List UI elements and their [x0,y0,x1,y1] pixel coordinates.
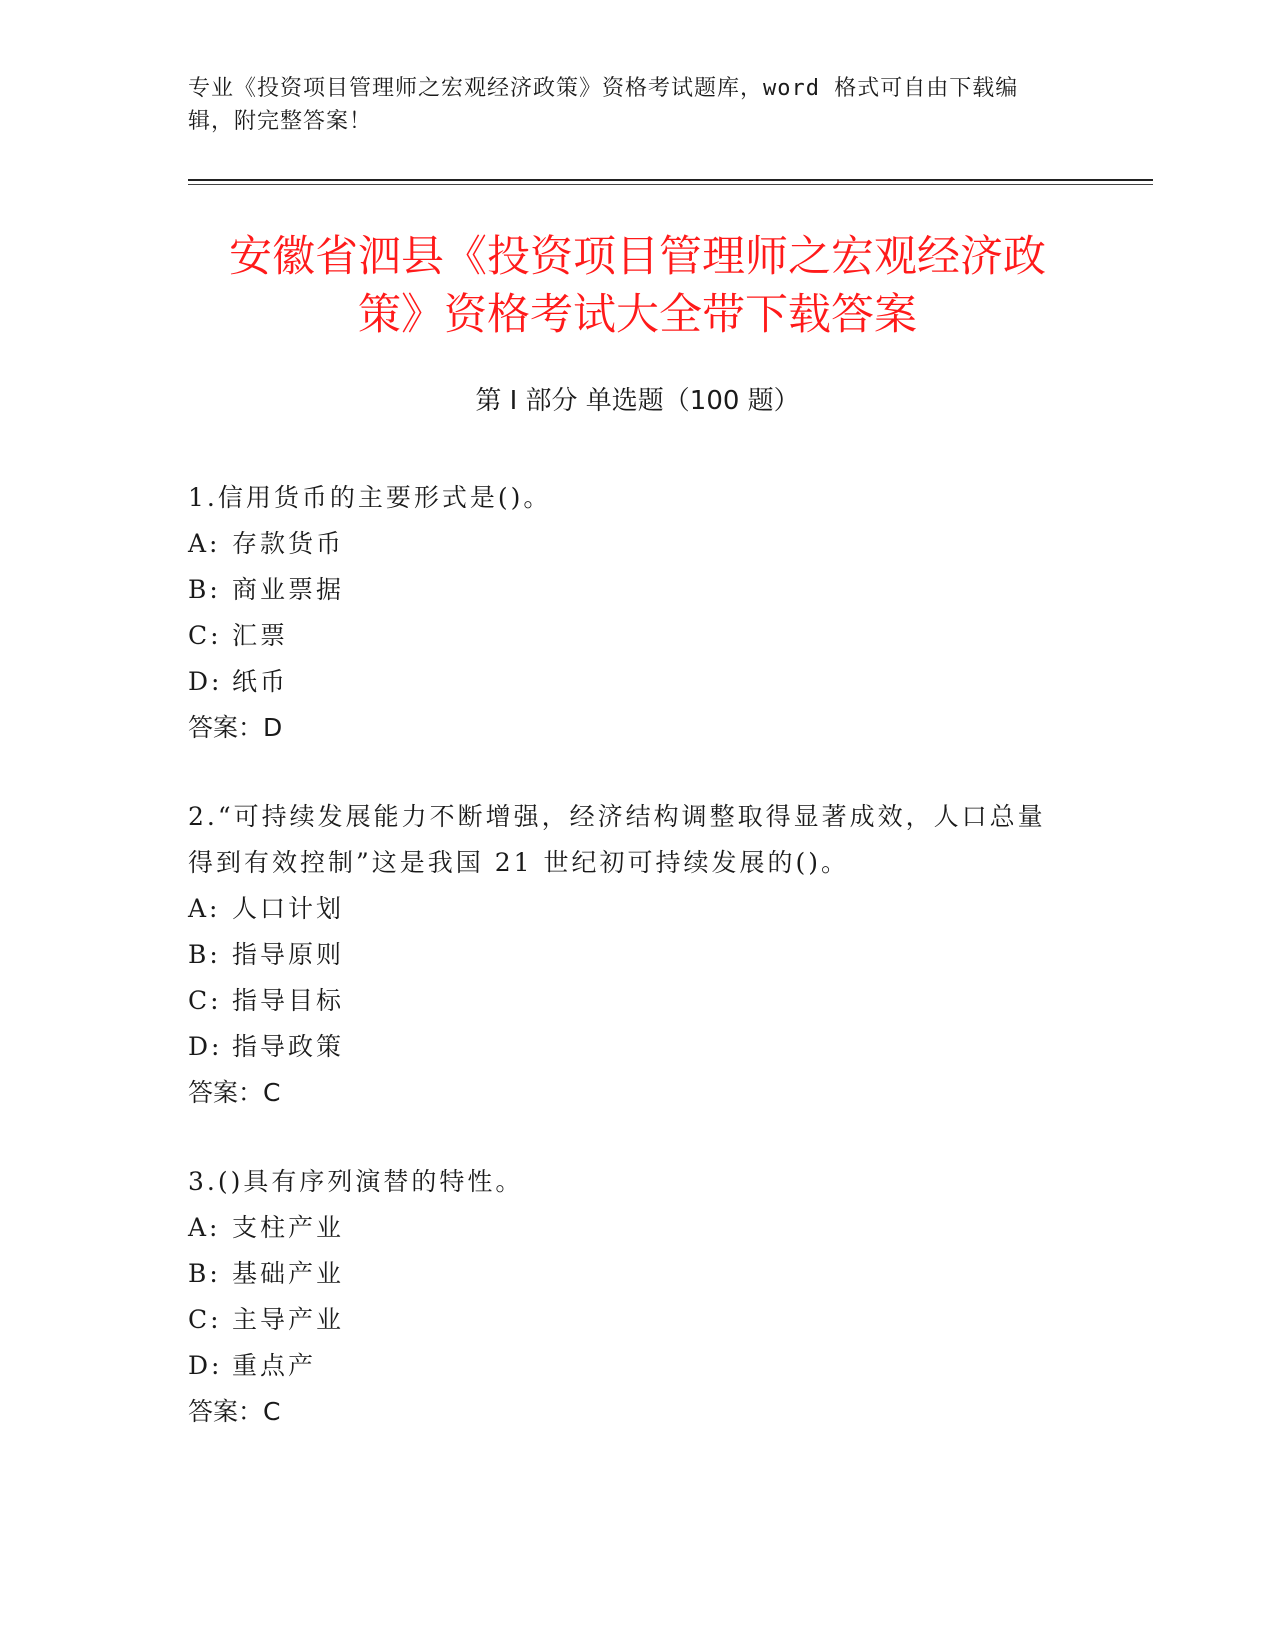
question-stem: 2.“可持续发展能力不断增强，经济结构调整取得显著成效，人口总量得到有效控制”这是我国 21 世纪初可持续发展的()。 [188,802,1046,877]
option-key: C: [188,1305,222,1334]
header-note-line-1: 专业《投资项目管理师之宏观经济政策》资格考试题库，word 格式可自由下载编 [188,76,1019,101]
option-key: D: [188,1351,223,1380]
option-text: 商业票据 [232,575,345,604]
option-b [188,932,1068,978]
option-c [188,613,1068,659]
option-b [188,1251,1068,1297]
option-text: 主导产业 [232,1305,345,1334]
option-text: 存款货币 [232,529,345,558]
option-key: B: [188,1259,221,1288]
option-a [188,521,1068,567]
option-key: D: [188,667,223,696]
option-key: A: [188,894,221,923]
option-key: B: [188,575,221,604]
question-stem: 3.()具有序列演替的特性。 [188,1167,524,1196]
option-text: 汇票 [232,621,289,650]
option-d [188,659,1068,705]
option-c [188,978,1068,1024]
option-a [188,1205,1068,1251]
answer-line: 答案：C [188,1397,281,1426]
option-d [188,1343,1068,1389]
option-key: C: [188,986,222,1015]
header-note [188,72,1068,138]
option-text: 指导原则 [232,940,345,969]
option-key: B: [188,940,221,969]
option-text: 支柱产业 [232,1213,345,1242]
question-3 [188,1159,1068,1435]
option-text: 人口计划 [232,894,345,923]
option-d [188,1024,1068,1070]
option-text: 基础产业 [232,1259,345,1288]
option-a [188,886,1068,932]
option-key: A: [188,529,221,558]
document-title-line-2: 策》资格考试大全带下载答案 [358,290,917,340]
option-key: A: [188,1213,221,1242]
header-divider-thick [188,179,1153,181]
header-divider-thin [188,184,1153,185]
option-b [188,567,1068,613]
option-c [188,1297,1068,1343]
option-text: 纸币 [232,667,289,696]
document-title-line-1: 安徽省泗县《投资项目管理师之宏观经济政 [229,232,1046,282]
header-note-line-2: 辑，附完整答案！ [188,109,373,134]
option-text: 重点产 [232,1351,317,1380]
option-key: D: [188,1032,223,1061]
document-title [150,228,1125,344]
option-key: C: [188,621,222,650]
option-text: 指导政策 [232,1032,345,1061]
section-heading: 第 I 部分 单选题（100 题） [475,386,800,416]
question-list [188,475,1068,1478]
question-1 [188,475,1068,751]
question-2 [188,794,1068,1116]
answer-line: 答案：D [188,713,283,742]
question-stem: 1.信用货币的主要形式是()。 [188,483,552,512]
answer-line: 答案：C [188,1078,281,1107]
option-text: 指导目标 [232,986,345,1015]
